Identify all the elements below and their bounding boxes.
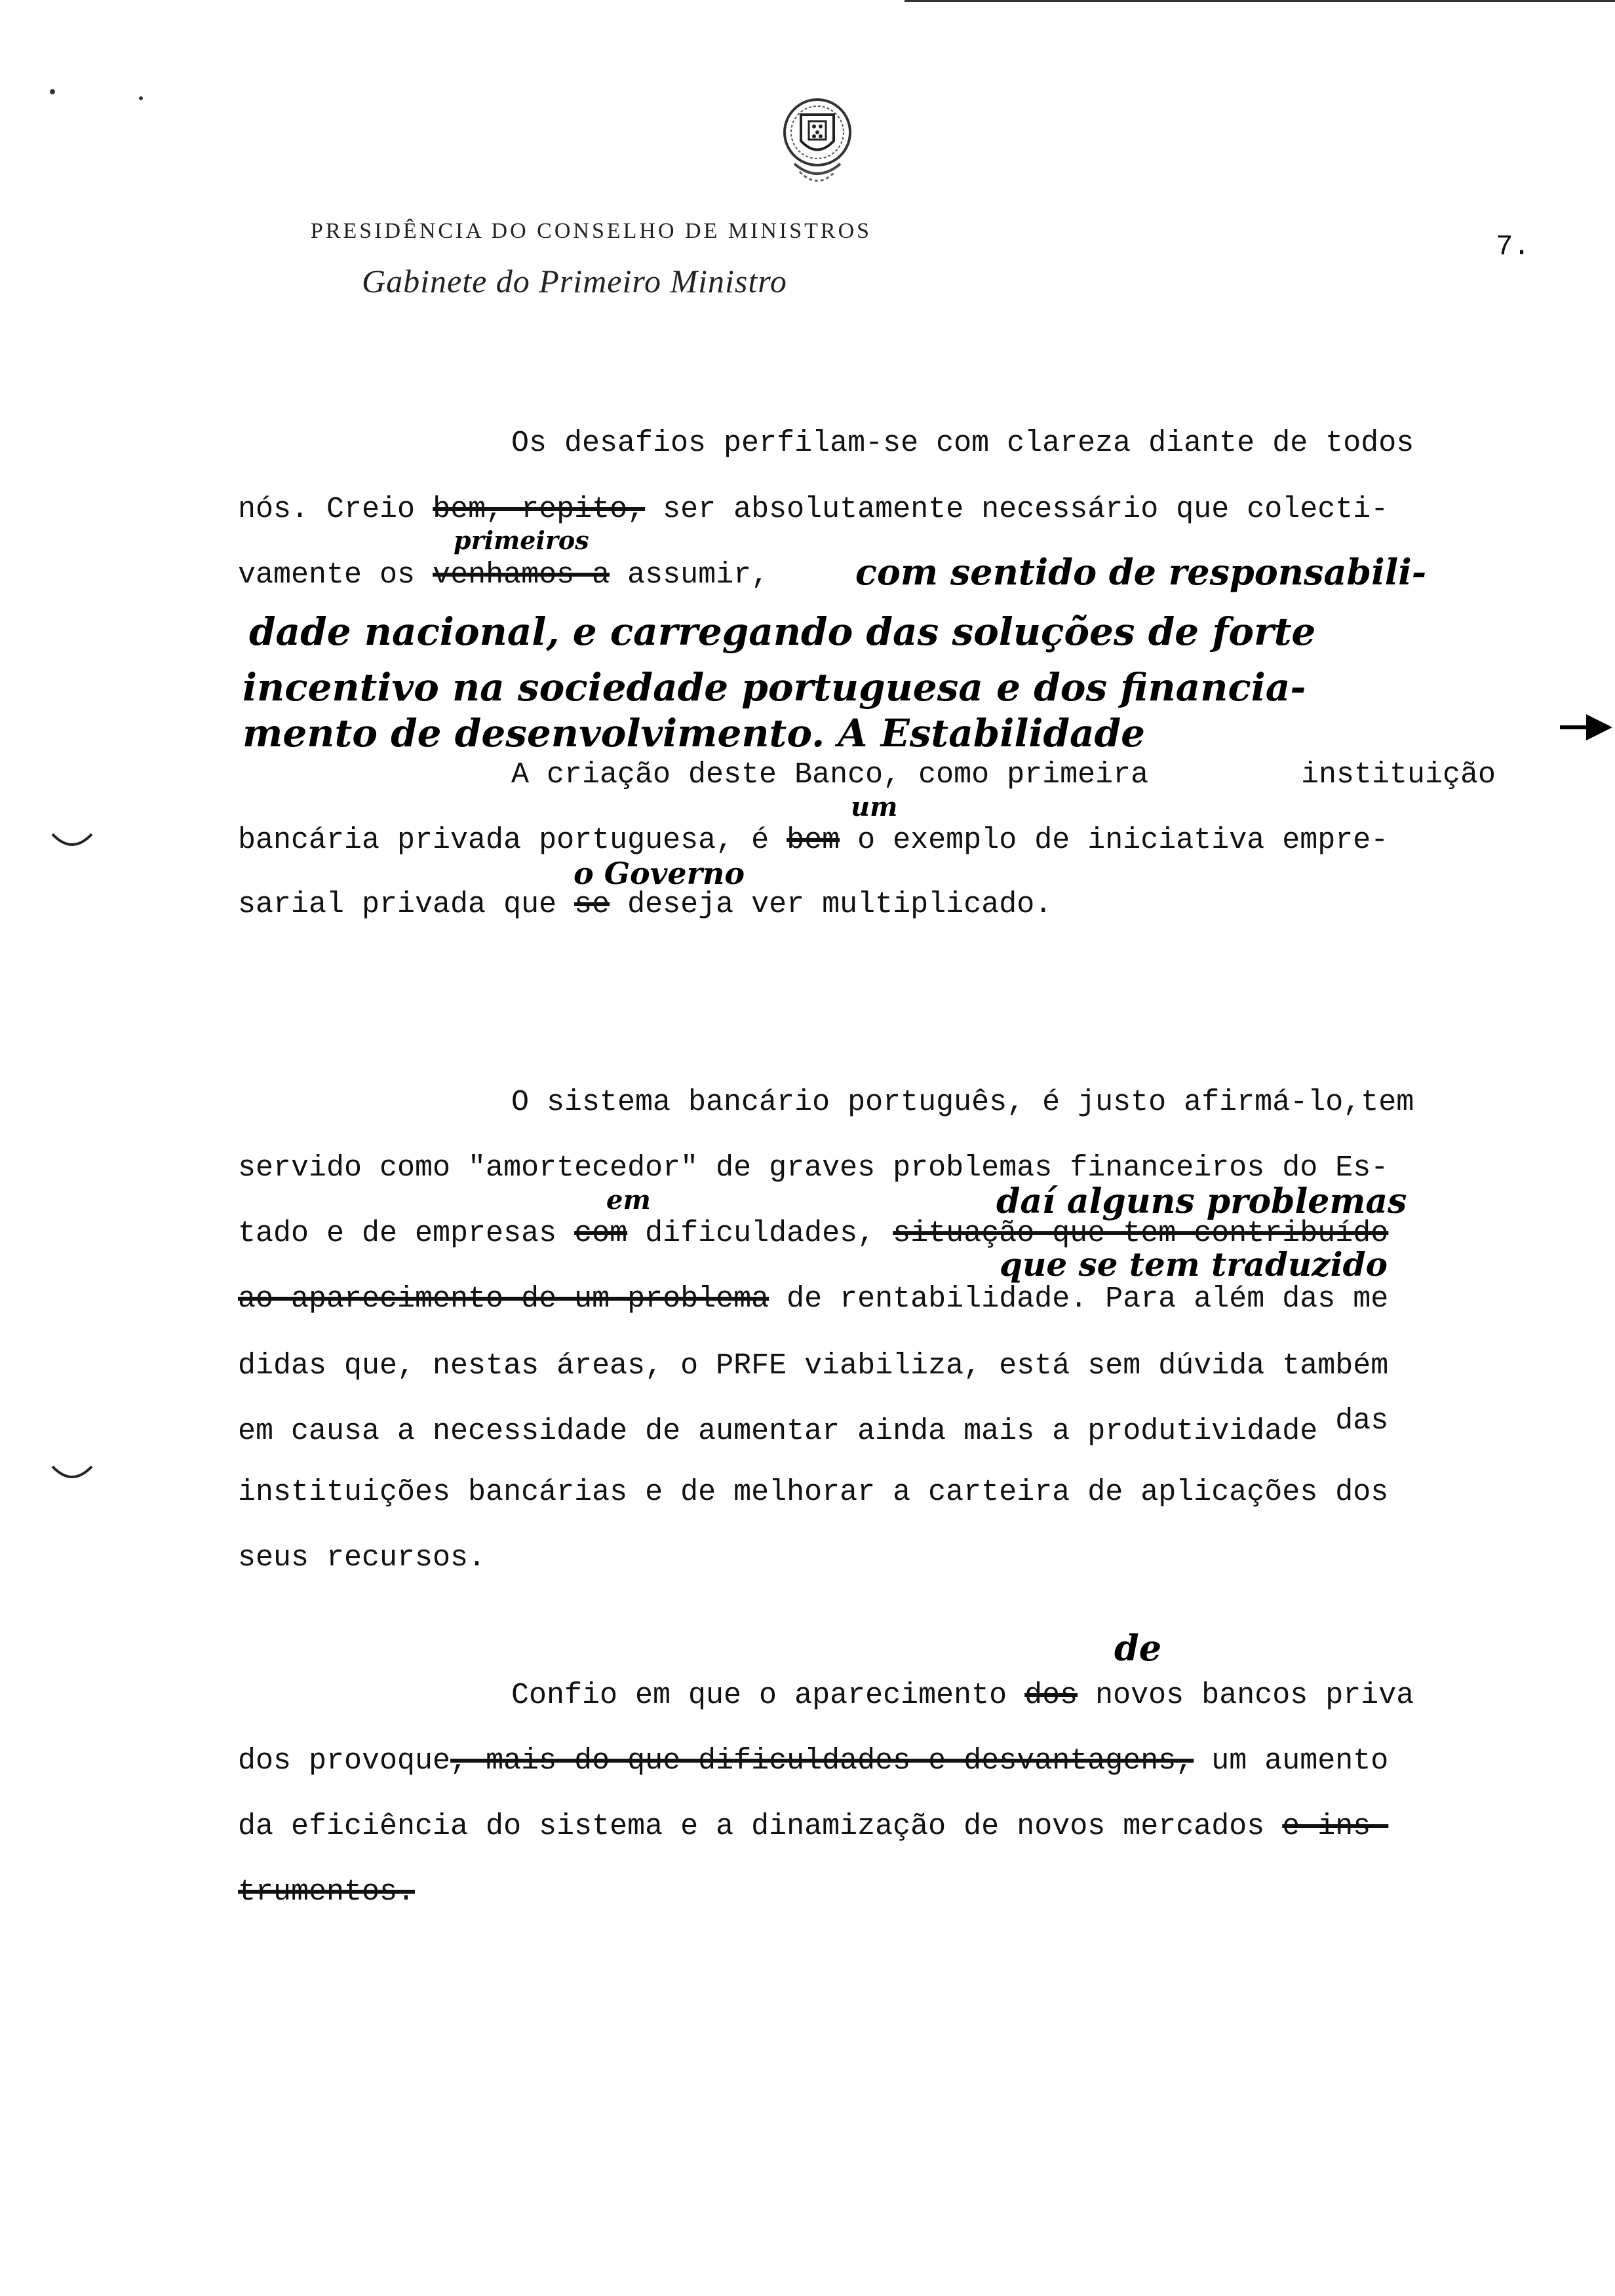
struck-text: situação que tem contribuído [893,1217,1389,1250]
p2-line-1 [511,760,1148,790]
text-span: A criação deste Banco, como primeira [511,758,1149,792]
handwritten-insertion: primeiros [454,526,589,555]
text-span: o exemplo de iniciativa empre- [840,824,1389,857]
text-span: deseja ver multiplicado. [610,888,1053,921]
handwritten-insertion: de [1114,1627,1162,1669]
text-span: bancária privada portuguesa, é [238,824,787,857]
p1-line-1: Os desafios perfilam-se com clareza diante de todos [511,427,1414,460]
struck-text: e ins- [1282,1810,1389,1843]
handwritten-insertion: daí alguns problemas [996,1181,1407,1221]
p2-line-2 [238,826,1388,855]
handwritten-line-4: mento de desenvolvimento. A Estabilidade [243,711,1146,756]
p3-line-3 [238,1219,1388,1248]
handwritten-line-1: com sentido de responsabili- [855,551,1427,593]
p4-line-1 [511,1681,1414,1710]
p3-line-5: didas que, nestas áreas, o PRFE viabiliza, está sem dúvida também [238,1349,1389,1383]
text-span: em causa a necessidade de aumentar ainda mais a produtividade [238,1415,1336,1448]
text-span: dificuldades, [627,1217,893,1250]
p1-line-2 [238,495,1388,524]
p2-line-3 [238,890,1052,919]
text-span: novos bancos priva [1078,1679,1414,1712]
coat-of-arms-seal [768,92,866,197]
margin-dot [46,85,59,98]
handwritten-insertion: um [851,792,898,822]
margin-dot [134,92,147,105]
struck-text: , mais do que dificuldades e desvantagens, [450,1744,1194,1778]
text-span: da eficiência do sistema e a dinamização de novos mercados [238,1810,1283,1843]
p3-line-1: O sistema bancário português, é justo afirmá-lo,tem [511,1086,1414,1119]
p3-line-2: servido como "amortecedor" de graves problemas financeiros do Es- [238,1151,1389,1185]
top-edge-rule [905,0,1615,2]
p1-line-3 [238,560,769,590]
text-span: Confio em que o aparecimento [511,1679,1025,1712]
punch-hole-arc [49,1461,95,1487]
handwritten-insertion: o Governo [574,856,745,891]
struck-text: ao aparecimento de um problema [238,1282,769,1316]
struck-text: trumentos. [238,1875,416,1909]
punch-hole-arc [49,829,95,855]
struck-text: dos [1024,1679,1078,1712]
struck-text: bem, repito, [433,493,646,526]
office-subtitle: Gabinete do Primeiro Ministro [362,263,787,299]
text-span: dos provoque [238,1744,451,1778]
superscript-text: das [1335,1404,1389,1438]
p2-line-1-end: instituição [1301,758,1496,792]
p4-line-3 [238,1812,1388,1841]
institution-header: PRESIDÊNCIA DO CONSELHO DE MINISTROS [310,219,872,243]
text-span: vamente os [238,558,433,592]
text-span: assumir, [610,558,769,592]
struck-text: bem [787,824,840,857]
text-span: tado e de empresas [238,1217,575,1250]
handwritten-line-3: incentivo na sociedade portuguesa e dos financia- [243,665,1306,710]
handwritten-insertion: que se tem traduzido [1000,1245,1388,1284]
text-span: sarial privada que [238,888,575,921]
margin-arrow-icon [1560,711,1615,744]
struck-text: se [574,888,610,921]
text-span: um aumento [1194,1744,1389,1778]
text-span: de rentabilidade. Para além das me [769,1282,1389,1316]
p3-line-4 [238,1284,1388,1314]
text-span: ser absolutamente necessário que colecti- [645,493,1389,526]
p4-line-4 [238,1877,415,1907]
handwritten-line-2: dade nacional, e carregando das soluções de forte [249,609,1316,654]
p3-line-8: seus recursos. [238,1541,486,1575]
p3-line-6 [238,1404,1389,1448]
handwritten-insertion: em [606,1185,651,1215]
text-span: nós. Creio [238,493,433,526]
page-number: 7. [1496,231,1530,263]
struck-text: venhamos a [433,558,610,592]
struck-text: com [574,1217,628,1250]
p4-line-2 [238,1746,1388,1776]
p3-line-7: instituições bancárias e de melhorar a carteira de aplicações dos [238,1476,1389,1509]
